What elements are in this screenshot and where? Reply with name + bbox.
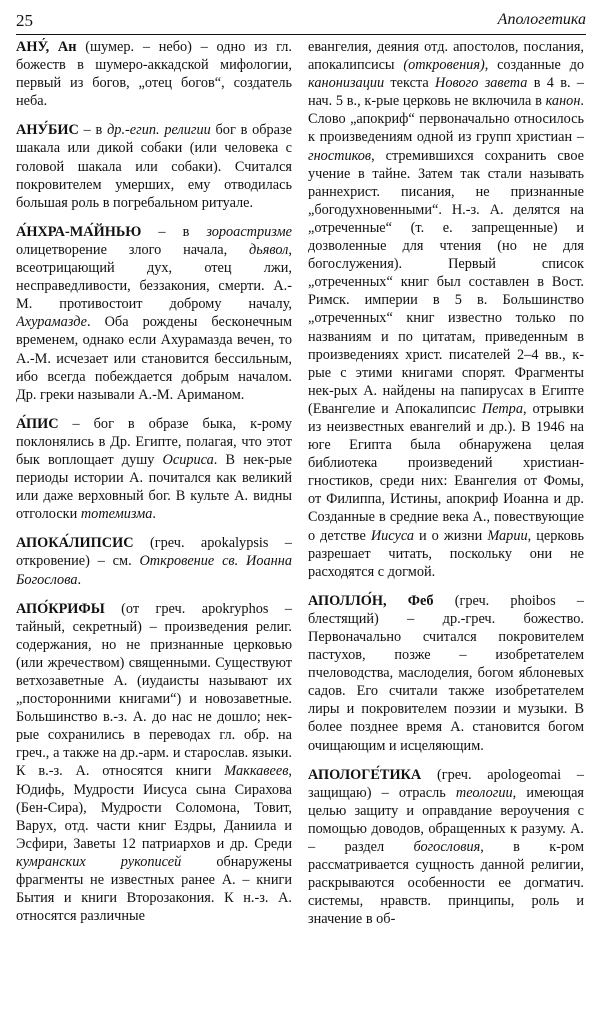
entry-text: , церковь разрешает читать, поскольку они не расходятся с догмой. [308, 527, 584, 580]
entry-anubis [16, 121, 292, 211]
entry-apokalipsis [16, 534, 292, 588]
entry-text: . Оба рождены бесконечным временем, однако если Ахурамазда вечен, то А.-М. исчезает или становится бессильным, ибо всегда побеждается добрым началом. Др. греки называли А.-М. Ариманом. [16, 314, 292, 403]
page-header [16, 10, 586, 35]
entry-text: , в к-ром рассматривается сущность данной религии, раскрываются особенности ее догматич. системы, нравств. принципы, роль и значение в об- [308, 839, 584, 928]
entry-text: . [152, 506, 156, 523]
entry-text: – в [78, 122, 108, 139]
entry-text: (шумер. – небо) – одно из гл. божеств в шумеро-аккадской мифологии, первый из богов, „отец богов“, создатель неба. [16, 39, 292, 110]
entry-text: . Слово „апокриф“ первоначально относилось к произведениям одной из групп христиан – [308, 93, 584, 146]
headword: АПОЛЛО́Н [308, 592, 384, 609]
cross-reference: др.-егип. религии [107, 122, 211, 139]
cross-reference: гностиков [308, 147, 372, 164]
running-head: Апологетика [497, 11, 586, 28]
headword: А́НХРА-МА́ЙНЬЮ [16, 223, 142, 240]
page-number: 25 [16, 11, 33, 30]
cross-reference: Петра [481, 400, 523, 417]
cross-reference: Иисуса [370, 527, 415, 544]
entry-text: евангелия, деяния отд. апостолов, послания, апокалипсисы [308, 39, 584, 74]
headword: АПОЛОГЕ́ТИКА [308, 766, 422, 783]
entry-text: , отрывки из неизвестных евангелий и др.). В 1946 на юге Египта была обнаружена целая библиотека произведений христиан-гностиков, среди них: Евангелия от Фомы, от Филиппа, Истины, апокриф Иоанна и др. Созданные в средние века А., повествующие о детстве [308, 400, 584, 544]
cross-reference: Марии [487, 527, 528, 544]
entry-text: (греч. phoibos – блестящий) – др.-греч. божество. Первоначально считался покровителем пастухов, позже – изобретателем пчеловодства, маслоделия, богом яблоневых садов. Его считали также изобретателем лиры и покровителем поэзии и музыки. В более позднее время А. становится богом очищающим и исцеляющим. [308, 592, 584, 754]
cross-reference: дьявол [248, 241, 289, 258]
headword: АНУ́БИС [16, 122, 79, 139]
right-column [308, 38, 584, 1016]
cross-reference: богословия [413, 839, 481, 856]
headword: А́ПИС [16, 415, 59, 432]
entry-apokrify [16, 600, 292, 926]
entry-text: обнаружены фрагменты не известных ранее А. – книги Бытия и книги Второзакония. К н.-з. А. относятся различные [16, 853, 292, 925]
cross-reference: канон [545, 93, 581, 110]
entry-apollon [308, 592, 584, 755]
headword: АПОКА́ЛИПСИС [16, 535, 134, 552]
entry-text: текста [384, 75, 436, 92]
entry-text: , всеотрицающий дух, отец лжи, несправедливости, беззакония, смерти. А.-М. противостоит доброму началу, [16, 241, 292, 313]
entry-text: , созданные до [484, 57, 584, 74]
entry-apologetika [308, 766, 584, 929]
entry-text: – в [141, 223, 207, 240]
headword-variant: , Феб [383, 592, 434, 609]
entry-apokrify-cont [308, 38, 584, 581]
entry-text: в 4 в. – нач. 5 в., к-рые церковь не включила в [308, 75, 584, 110]
cross-reference: Откровение св. Иоанна Богослова [16, 553, 292, 588]
cross-reference: Маккавеев [224, 763, 289, 780]
cross-reference: Осириса [162, 451, 214, 468]
entry-text: олицетворение злого начала, [16, 241, 249, 258]
cross-reference: тотемизма [80, 506, 153, 523]
entry-text: и о жизни [414, 527, 488, 544]
entry-text: (греч. apokalypsis – откровение) – см. [16, 535, 292, 570]
entry-ahra-manyu [16, 223, 292, 404]
entry-apis [16, 415, 292, 524]
entry-text: – бог в образе быка, к-рому поклонялись в Др. Египте, полагая, что этот бык воплощает душу [16, 415, 292, 468]
cross-reference: зороастризме [206, 223, 292, 240]
entry-text: , стремившихся сохранить свое учение в тайне. Затем так стали называть раннехрист. писания, не признанные „богодухновенными“. Н.-з. А. делятся на „отреченные“ (т. е. запрещенные) и дозволенные для чтения (но не для богослужения). Первый список „отреченных“ книг был составлен в Вост. Римск. империи в 5 в. Большинство „отреченных“ книг известно только по названиям и по цитатам, приведенным в произведениях христ. писателей 2–4 вв., к-рые с этими книгами спорят. Фрагменты нек-рых А. найдены на папирусах в Египте (Евангелие и Апокалипсис [308, 147, 584, 417]
cross-reference: канонизации [308, 75, 385, 92]
entry-text: . [77, 571, 82, 588]
entry-text: , Юдифь, Мудрости Иисуса сына Сирахова (Бен-Сира), Мудрости Соломона, Товит, Варух, отд. части книг Ездры, Даниила и Эсфири, Заветы 12 патриархов и др. Среди [16, 763, 292, 852]
cross-reference: Нового завета [435, 75, 528, 92]
entry-text: (от греч. apokryphos – тайный, секретный) – произведения религ. содержания, но не признанные церковью (или жречеством) священными. Существуют ветхозаветные А. (иудаисты называют их „посторонними книгами“) и новозаветные. Большинство в.-з. А. до нас не дошло; нек-рые сохранились в переводах гл. обр. на греч., а также на др.-арм. и старослав. языки. К в.-з. А. относятся книги [16, 600, 292, 780]
headword: АНУ́, Ан [16, 39, 77, 55]
entry-anu [16, 38, 292, 110]
entry-text: . В нек-рые периоды истории А. почитался как великий или даже верховный бог. В культе А. видны отголоски [16, 451, 292, 523]
cross-reference: теологии [455, 784, 513, 801]
entry-text: , имеющая целью защиту и оправдание вероучения с помощью доводов, обращенных к разуму. А. – раздел [308, 784, 584, 856]
entry-text: бог в образе шакала или дикой собаки (или человека с головой шакала или собаки). Считался покровителем умерших, ему отводилась большая роль в погребальном ритуале. [16, 122, 292, 211]
headword: АПО́КРИФЫ [16, 600, 105, 617]
entry-text: (греч. apologeomai – защищаю) – отрасль [308, 766, 584, 801]
cross-reference: кумранских рукописей [16, 853, 182, 870]
left-column [16, 38, 292, 1016]
cross-reference: (откровения) [403, 57, 485, 74]
cross-reference: Ахурамазде [16, 314, 87, 331]
